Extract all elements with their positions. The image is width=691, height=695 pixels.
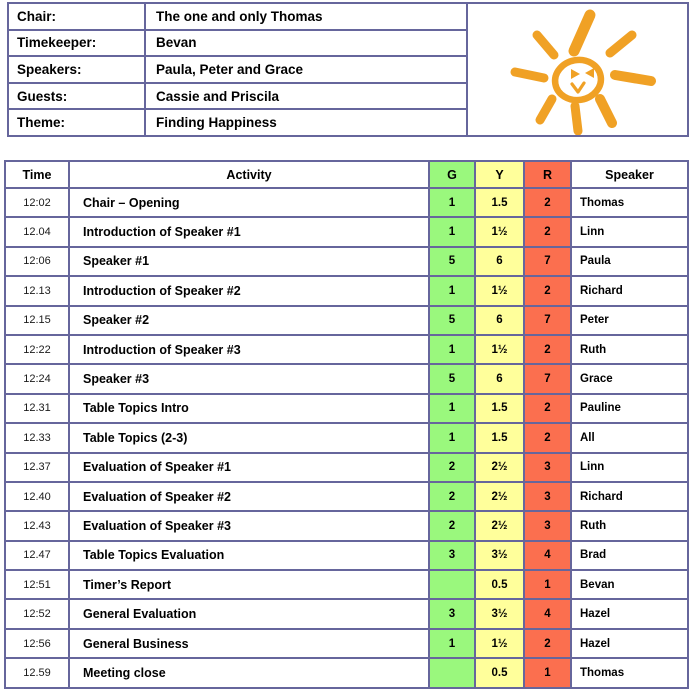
agenda-time-cell: 12.37 [5,453,69,482]
agenda-r-cell: 2 [524,217,571,246]
info-table-body [8,3,688,136]
agenda-y-cell: 2½ [475,511,524,540]
info-value: Cassie and Priscila [145,83,467,110]
agenda-r-cell: 3 [524,511,571,540]
agenda-g-cell: 3 [429,599,475,628]
agenda-g-cell: 2 [429,453,475,482]
agenda-time-cell: 12.15 [5,306,69,335]
agenda-time-cell: 12:06 [5,247,69,276]
agenda-time-cell: 12.40 [5,482,69,511]
agenda-time-cell: 12.43 [5,511,69,540]
info-row [8,3,688,30]
agenda-row [5,394,688,423]
agenda-time-cell: 12.33 [5,423,69,452]
agenda-activity-cell: Evaluation of Speaker #3 [69,511,429,540]
col-header-speaker: Speaker [571,161,688,188]
agenda-activity-cell: General Evaluation [69,599,429,628]
agenda-activity-cell: Table Topics Intro [69,394,429,423]
agenda-row [5,306,688,335]
agenda-y-cell: 6 [475,247,524,276]
col-header-time: Time [5,161,69,188]
agenda-g-cell: 1 [429,276,475,305]
agenda-g-cell: 5 [429,364,475,393]
agenda-activity-cell: Evaluation of Speaker #1 [69,453,429,482]
agenda-g-cell [429,658,475,687]
agenda-time-cell: 12:51 [5,570,69,599]
agenda-speaker-cell: Paula [571,247,688,276]
agenda-speaker-cell: Grace [571,364,688,393]
agenda-row [5,188,688,217]
agenda-row [5,629,688,658]
agenda-y-cell: 1½ [475,335,524,364]
agenda-r-cell: 2 [524,335,571,364]
agenda-time-cell: 12.04 [5,217,69,246]
agenda-activity-cell: Timer’s Report [69,570,429,599]
col-header-yellow-time: Y [475,161,524,188]
agenda-time-cell: 12.13 [5,276,69,305]
col-header-activity: Activity [69,161,429,188]
info-label: Speakers: [8,56,145,83]
agenda-y-cell: 6 [475,364,524,393]
agenda-r-cell: 4 [524,541,571,570]
agenda-time-cell: 12.47 [5,541,69,570]
agenda-y-cell: 2½ [475,482,524,511]
agenda-activity-cell: Table Topics Evaluation [69,541,429,570]
agenda-speaker-cell: Linn [571,217,688,246]
agenda-g-cell: 1 [429,423,475,452]
agenda-row [5,217,688,246]
agenda-r-cell: 4 [524,599,571,628]
agenda-table [4,160,689,689]
agenda-r-cell: 1 [524,658,571,687]
agenda-row [5,276,688,305]
agenda-r-cell: 7 [524,364,571,393]
agenda-speaker-cell: Ruth [571,511,688,540]
agenda-row [5,335,688,364]
agenda-activity-cell: Introduction of Speaker #2 [69,276,429,305]
agenda-r-cell: 2 [524,394,571,423]
agenda-r-cell: 2 [524,423,571,452]
agenda-speaker-cell: Bevan [571,570,688,599]
agenda-r-cell: 3 [524,482,571,511]
agenda-row [5,453,688,482]
agenda-g-cell: 3 [429,541,475,570]
info-value: Bevan [145,30,467,57]
agenda-speaker-cell: Pauline [571,394,688,423]
agenda-row [5,511,688,540]
agenda-table-body [5,188,688,688]
agenda-y-cell: 1½ [475,276,524,305]
agenda-speaker-cell: Thomas [571,188,688,217]
agenda-g-cell: 1 [429,188,475,217]
agenda-g-cell: 1 [429,217,475,246]
agenda-g-cell: 5 [429,247,475,276]
agenda-time-cell: 12:24 [5,364,69,393]
agenda-speaker-cell: Hazel [571,629,688,658]
agenda-activity-cell: Meeting close [69,658,429,687]
agenda-row [5,570,688,599]
agenda-r-cell: 1 [524,570,571,599]
agenda-y-cell: 1.5 [475,423,524,452]
agenda-speaker-cell: Brad [571,541,688,570]
agenda-activity-cell: Table Topics (2-3) [69,423,429,452]
agenda-activity-cell: Introduction of Speaker #1 [69,217,429,246]
agenda-speaker-cell: Hazel [571,599,688,628]
agenda-r-cell: 7 [524,247,571,276]
agenda-speaker-cell: Richard [571,482,688,511]
info-label: Guests: [8,83,145,110]
agenda-row [5,482,688,511]
agenda-g-cell: 2 [429,511,475,540]
agenda-y-cell: 3½ [475,541,524,570]
agenda-y-cell: 1.5 [475,188,524,217]
agenda-speaker-cell: Peter [571,306,688,335]
agenda-r-cell: 2 [524,629,571,658]
agenda-y-cell: 0.5 [475,658,524,687]
agenda-r-cell: 2 [524,188,571,217]
agenda-row [5,599,688,628]
agenda-r-cell: 7 [524,306,571,335]
agenda-r-cell: 3 [524,453,571,482]
agenda-row [5,658,688,687]
info-value: Finding Happiness [145,109,467,136]
agenda-header-row [5,161,688,188]
agenda-speaker-cell: Richard [571,276,688,305]
agenda-y-cell: 0.5 [475,570,524,599]
agenda-time-cell: 12.31 [5,394,69,423]
info-value: The one and only Thomas [145,3,467,30]
agenda-activity-cell: Speaker #3 [69,364,429,393]
agenda-speaker-cell: Ruth [571,335,688,364]
agenda-row [5,364,688,393]
agenda-y-cell: 1½ [475,217,524,246]
meeting-info-table [7,2,689,137]
agenda-y-cell: 6 [475,306,524,335]
agenda-speaker-cell: Linn [571,453,688,482]
agenda-row [5,247,688,276]
agenda-y-cell: 1.5 [475,394,524,423]
agenda-g-cell: 2 [429,482,475,511]
col-header-green-time: G [429,161,475,188]
agenda-time-cell: 12:52 [5,599,69,628]
agenda-activity-cell: Chair – Opening [69,188,429,217]
agenda-time-cell: 12:02 [5,188,69,217]
info-label: Timekeeper: [8,30,145,57]
sun-cell [467,3,688,136]
agenda-g-cell: 5 [429,306,475,335]
agenda-activity-cell: Speaker #1 [69,247,429,276]
agenda-activity-cell: Speaker #2 [69,306,429,335]
agenda-activity-cell: Evaluation of Speaker #2 [69,482,429,511]
agenda-time-cell: 12:56 [5,629,69,658]
agenda-y-cell: 3½ [475,599,524,628]
agenda-time-cell: 12:22 [5,335,69,364]
agenda-activity-cell: Introduction of Speaker #3 [69,335,429,364]
agenda-y-cell: 2½ [475,453,524,482]
info-value: Paula, Peter and Grace [145,56,467,83]
agenda-row [5,423,688,452]
info-label: Theme: [8,109,145,136]
agenda-row [5,541,688,570]
agenda-g-cell: 1 [429,335,475,364]
agenda-r-cell: 2 [524,276,571,305]
agenda-activity-cell: General Business [69,629,429,658]
agenda-speaker-cell: Thomas [571,658,688,687]
agenda-g-cell: 1 [429,394,475,423]
agenda-y-cell: 1½ [475,629,524,658]
info-label: Chair: [8,3,145,30]
sun-icon [468,4,687,135]
agenda-time-cell: 12.59 [5,658,69,687]
col-header-red-time: R [524,161,571,188]
agenda-g-cell [429,570,475,599]
agenda-g-cell: 1 [429,629,475,658]
agenda-speaker-cell: All [571,423,688,452]
